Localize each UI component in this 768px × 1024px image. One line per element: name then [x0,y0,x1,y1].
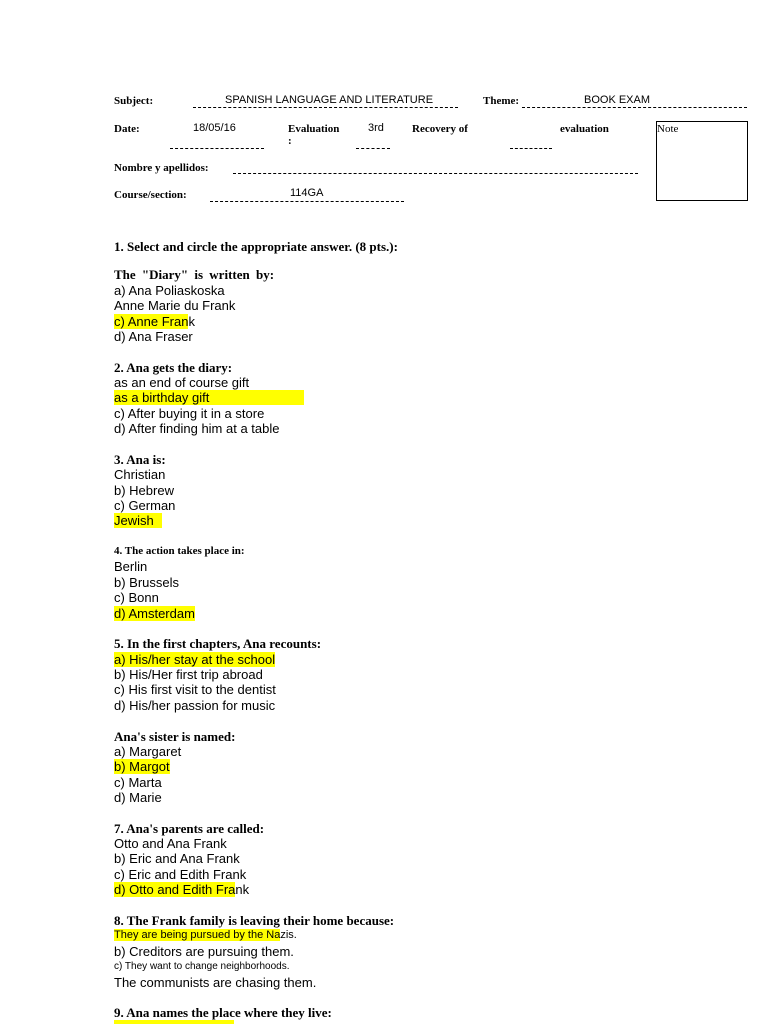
highlighted-answer: a) His/her stay at the school [114,652,276,667]
highlight-mark [114,1020,234,1024]
subject-label: Subject: [114,95,154,107]
answer-option-highlighted: They are being pursued by the Nazis. [114,929,297,941]
question-title: Ana's sister is named: [114,729,236,744]
highlighted-answer: c) Anne Fran [114,314,189,329]
question-title: 9. Ana names the place where they live: [114,1005,332,1020]
answer-option: Otto and Ana Frank [114,836,227,851]
highlighted-answer: Jewish [114,513,162,528]
date-underline [170,148,264,149]
subject-value: SPANISH LANGUAGE AND LITERATURE [225,94,434,106]
date-value: 18/05/16 [193,122,236,134]
answer-option: c) They want to change neighborhoods. [114,961,290,972]
course-value: 114GA [290,187,324,199]
answer-option: Christian [114,467,166,482]
question-title: 8. The Frank family is leaving their home because: [114,913,395,928]
highlighted-answer: as a birthday gift [114,390,304,405]
question-title: 1. Select and circle the appropriate answer. (8 pts.): [114,239,398,254]
answer-option-highlighted [114,390,304,405]
answer-option: c) Bonn [114,590,159,605]
note-label: Note [657,123,679,135]
answer-option: d) After finding him at a table [114,421,280,436]
subject-underline [193,107,458,108]
recovery-underline [510,148,552,149]
answer-option: c) Marta [114,775,162,790]
answer-option: b) His/Her first trip abroad [114,667,263,682]
answer-option: c) German [114,498,176,513]
name-label: Nombre y apellidos: [114,162,209,174]
answer-option: d) Ana Fraser [114,329,193,344]
evaluation-value: 3rd [368,122,384,134]
answer-option-highlighted [114,652,275,667]
question-subtitle: The "Diary" is written by: [114,267,275,282]
recovery-label: Recovery of [412,123,468,135]
answer-option-highlighted [114,513,162,528]
answer-option-highlighted: c) Anne Frank [114,314,195,329]
question-title: 5. In the first chapters, Ana recounts: [114,636,322,651]
note-box [656,121,748,201]
recovery-value: evaluation [560,123,609,135]
answer-option: b) Brussels [114,575,180,590]
theme-label: Theme: [483,95,520,107]
evaluation-colon: : [288,135,292,147]
evaluation-label: Evaluation [288,123,340,135]
question-title: 3. Ana is: [114,452,166,467]
question-title: 7. Ana's parents are called: [114,821,265,836]
answer-option: a) Margaret [114,744,182,759]
date-label: Date: [114,123,140,135]
answer-option-highlighted: d) Otto and Edith Frank [114,882,250,897]
highlighted-answer: They are being pursued by the Na [114,929,281,941]
question-title: 4. The action takes place in: [114,545,245,557]
course-label: Course/section: [114,189,187,201]
answer-option: c) His first visit to the dentist [114,682,276,697]
answer-option: c) Eric and Edith Frank [114,867,247,882]
answer-option: d) His/her passion for music [114,698,276,713]
highlighted-answer: b) Margot [114,759,170,774]
answer-option: a) Ana Poliaskoska [114,283,225,298]
theme-underline [522,107,747,108]
question-title: 2. Ana gets the diary: [114,360,233,375]
answer-option: Anne Marie du Frank [114,298,236,313]
highlighted-answer: d) Amsterdam [114,606,195,621]
answer-option: b) Creditors are pursuing them. [114,944,294,959]
answer-option: as an end of course gift [114,375,250,390]
course-underline [210,201,404,202]
answer-option: The communists are chasing them. [114,975,317,990]
highlighted-answer: d) Otto and Edith Fra [114,882,236,897]
answer-option-highlighted [114,606,195,621]
answer-option: Berlin [114,559,148,574]
answer-option: b) Hebrew [114,483,174,498]
name-field-line [233,173,638,174]
theme-value: BOOK EXAM [584,94,651,106]
answer-option: d) Marie [114,790,162,805]
answer-option-highlighted [114,759,170,774]
answer-option: b) Eric and Ana Frank [114,851,240,866]
answer-option: c) After buying it in a store [114,406,265,421]
evaluation-underline [356,148,390,149]
